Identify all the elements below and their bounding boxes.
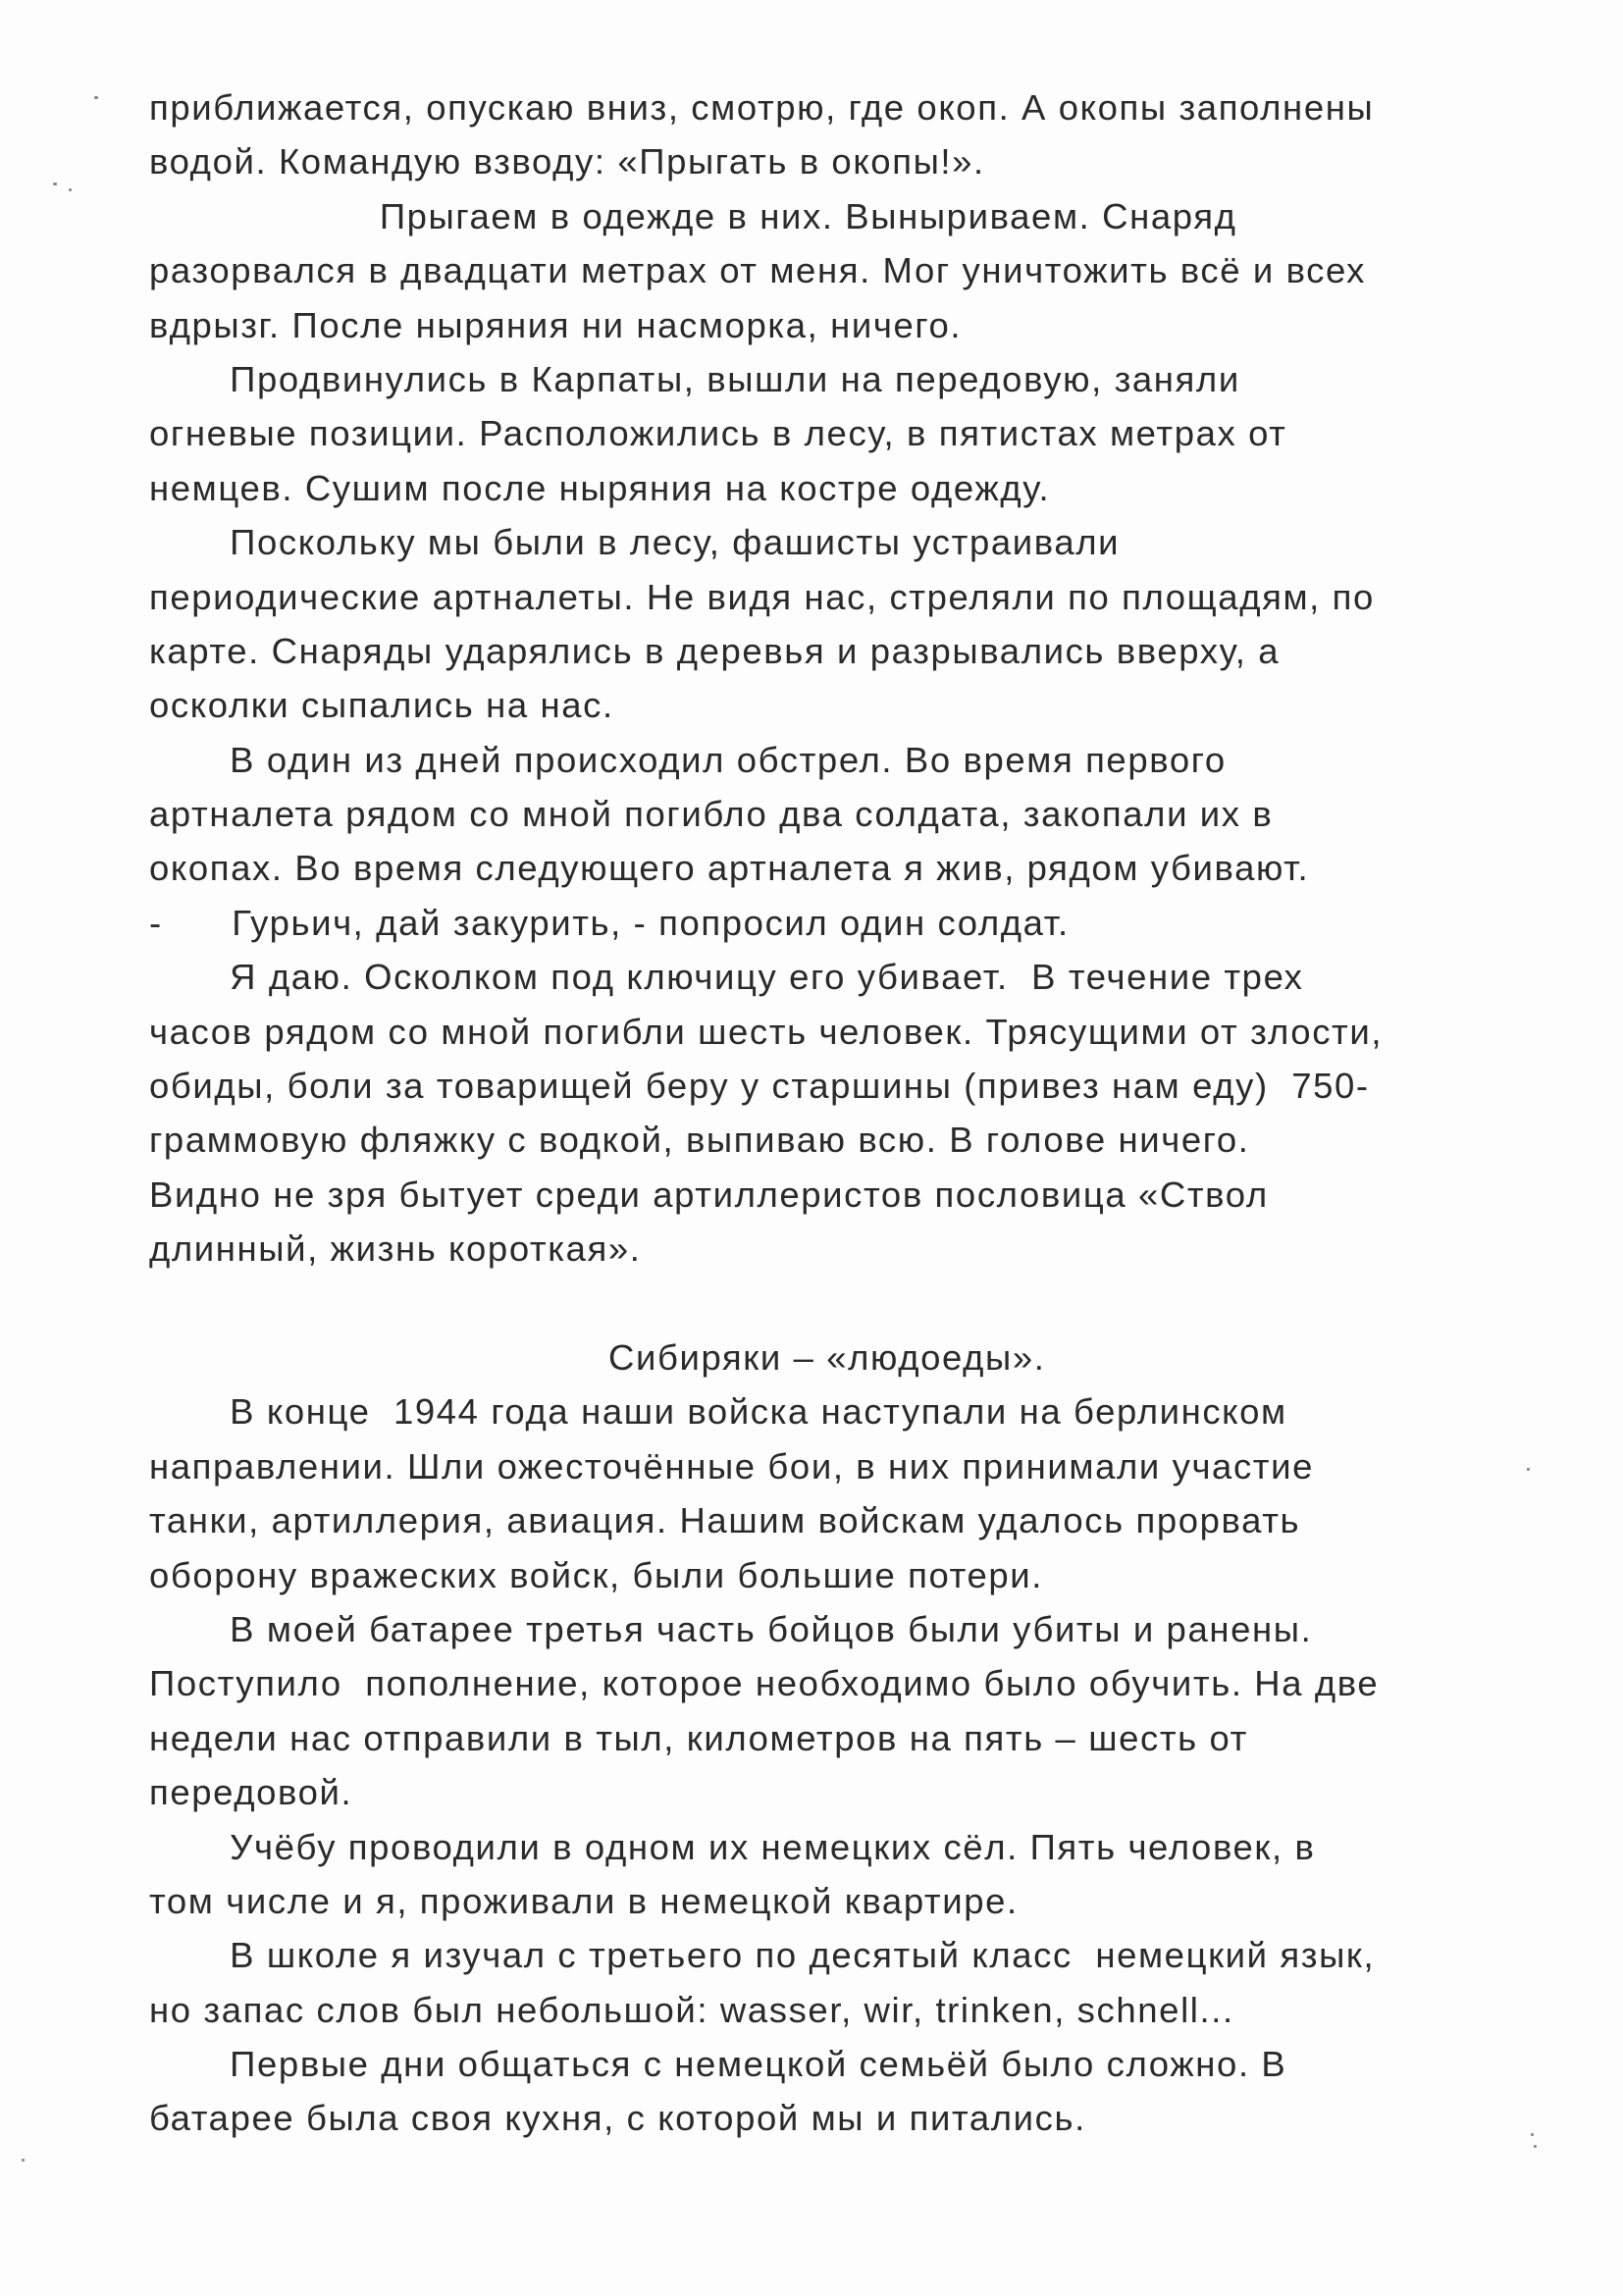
paragraph-line: Поступило пополнение, которое необходимо было обучить. На две xyxy=(149,1663,1380,1704)
paragraph-line: часов рядом со мной погибли шесть человек. Трясущими от злости, xyxy=(149,1011,1384,1052)
scan-speck xyxy=(94,96,98,99)
paragraph-line: обиды, боли за товарищей беру у старшины (привез нам еду) 750- xyxy=(149,1066,1370,1107)
paragraph-line: приближается, опускаю вниз, смотрю, где окоп. А окопы заполнены xyxy=(149,87,1375,128)
paragraph-line: батарее была своя кухня, с которой мы и питались. xyxy=(149,2098,1086,2139)
paragraph-line: длинный, жизнь короткая». xyxy=(149,1228,642,1270)
paragraph-line: окопах. Во время следующего артналета я жив, рядом убивают. xyxy=(149,848,1310,889)
paragraph-line: огневые позиции. Расположились в лесу, в пятистах метрах от xyxy=(149,413,1287,454)
paragraph-line: - Гурьич, дай закурить, - попросил один солдат. xyxy=(149,902,1070,943)
paragraph-line: Учёбу проводили в одном их немецких сёл. Пять человек, в xyxy=(149,1826,1316,1867)
paragraph-line: недели нас отправили в тыл, километров на пять – шесть от xyxy=(149,1717,1248,1758)
paragraph-line: Я даю. Осколком под ключицу его убивает. В течение трех xyxy=(149,957,1304,998)
memoir-text xyxy=(149,80,1601,2146)
paragraph-line: Поскольку мы были в лесу, фашисты устраивали xyxy=(149,522,1121,563)
paragraph-line: том числе и я, проживали в немецкой квартире. xyxy=(149,1880,1019,1921)
paragraph-line: направлении. Шли ожесточённые бои, в них принимали участие xyxy=(149,1445,1315,1487)
paragraph-line: оборону вражеских войск, были большие потери. xyxy=(149,1554,1044,1595)
paragraph-line: водой. Командую взводу: «Прыгать в окопы!». xyxy=(149,141,985,183)
paragraph-line: граммовую фляжку с водкой, выпиваю всю. В голове ничего. xyxy=(149,1120,1250,1161)
paragraph-line: но запас слов был небольшой: wasser, wir, trinken, schnell... xyxy=(149,1989,1234,2030)
paragraph-line: Продвинулись в Карпаты, вышли на передовую, заняли xyxy=(149,358,1240,399)
section-heading xyxy=(149,1331,1601,1384)
paragraph-line: разорвался в двадцати метрах от меня. Мог уничтожить всё и всех xyxy=(149,250,1366,291)
paragraph-line: вдрызг. После ныряния ни насморка, ничего. xyxy=(149,304,963,345)
paragraph-line: В школе я изучал с третьего по десятый класс немецкий язык, xyxy=(149,1935,1376,1976)
paragraph-line: В конце 1944 года наши войска наступали на берлинском xyxy=(149,1391,1287,1433)
paragraph-line: карте. Снаряды ударялись в деревья и разрывались вверху, а xyxy=(149,630,1281,671)
paragraph-line: В моей батарее третья часть бойцов были убиты и ранены. xyxy=(149,1608,1313,1649)
paragraph-line: Прыгаем в одежде в них. Выныриваем. Снаряд xyxy=(149,195,1237,236)
paragraph-line: артналета рядом со мной погибло два солдата, закопали их в xyxy=(149,794,1274,835)
blank-line xyxy=(149,1277,1601,1331)
section-heading-text: Сибиряки – «людоеды». xyxy=(608,1336,1046,1378)
scan-speck xyxy=(53,183,57,185)
paragraph-line: Видно не зря бытует среди артиллеристов пословица «Ствол xyxy=(149,1174,1269,1215)
scan-speck xyxy=(69,188,72,191)
paragraph-line: танки, артиллерия, авиация. Нашим войскам удалось прорвать xyxy=(149,1500,1301,1541)
paragraph-line: немцев. Сушим после ныряния на костре одежду. xyxy=(149,467,1051,508)
paragraph-line: Первые дни общаться с немецкой семьёй было сложно. В xyxy=(149,2044,1287,2085)
paragraph-line: В один из дней происходил обстрел. Во время первого xyxy=(149,739,1227,780)
scan-speck xyxy=(22,2159,25,2162)
paragraph-line: передовой. xyxy=(149,1772,353,1813)
paragraph-line: осколки сыпались на нас. xyxy=(149,685,614,726)
paragraph-line: периодические артналеты. Не видя нас, стреляли по площадям, по xyxy=(149,576,1375,617)
